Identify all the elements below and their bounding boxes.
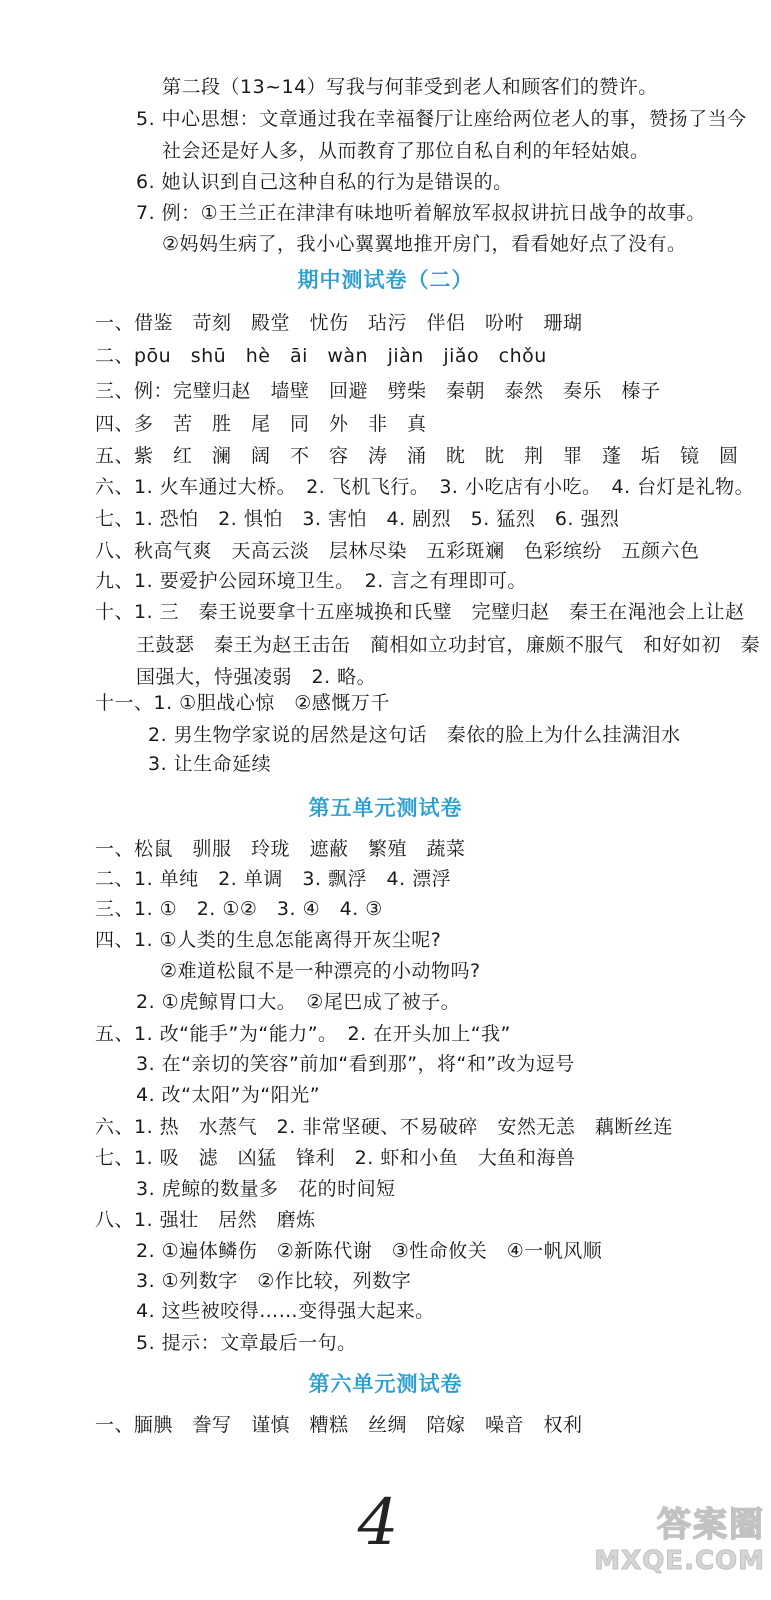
section-heading: 第六单元测试卷 [308,1372,463,1396]
answer-line: 一、松鼠 驯服 玲珑 遮蔽 繁殖 蔬菜 [95,838,466,860]
answer-line: 3. 在“亲切的笑容”前加“看到那”，将“和”改为逗号 [136,1053,575,1075]
answer-line: ②妈妈生病了，我小心翼翼地推开房门，看看她好点了没有。 [162,233,687,255]
answer-line: 三、1. ① 2. ①② 3. ④ 4. ③ [95,898,383,920]
answer-line: 5. 提示：文章最后一句。 [136,1332,357,1354]
page-number: 4 [357,1486,399,1560]
answer-line: 六、1. 热 水蒸气 2. 非常坚硬、不易破碎 安然无恙 藕断丝连 [95,1116,673,1138]
answer-line: 五、紫 红 澜 阔 不 容 涛 涌 眈 眈 荆 罪 蓬 垢 镜 圆 [95,445,739,467]
watermark-text: 答案圈 [657,1505,765,1545]
answer-line: 3. 让生命延续 [148,753,272,775]
answer-line: 八、秋高气爽 天高云淡 层林尽染 五彩斑斓 色彩缤纷 五颜六色 [95,540,700,562]
answer-line: 八、1. 强壮 居然 磨炼 [95,1209,316,1231]
answer-line: 5. 中心思想：文章通过我在幸福餐厅让座给两位老人的事，赞扬了当今 [136,108,747,130]
answer-line: 4. 改“太阳”为“阳光” [136,1084,321,1106]
answer-line: 四、多 苦 胜 尾 同 外 非 真 [95,413,427,435]
watermark-logo [580,1505,765,1595]
answer-line: 二、pōu shū hè āi wàn jiàn jiǎo chǒu [95,345,547,367]
answer-line: 3. ①列数字 ②作比较，列数字 [136,1270,412,1292]
answer-line: 五、1. 改“能手”为“能力”。 2. 在开头加上“我” [95,1023,511,1045]
answer-line: 王鼓瑟 秦王为赵王击缶 蔺相如立功封官，廉颇不服气 和好如初 秦 [136,634,761,656]
answer-line: 七、1. 恐怕 2. 惧怕 3. 害怕 4. 剧烈 5. 猛烈 6. 强烈 [95,508,620,530]
answer-line: 3. 虎鲸的数量多 花的时间短 [136,1178,396,1200]
answer-line: 七、1. 吸 滤 凶猛 锋利 2. 虾和小鱼 大鱼和海兽 [95,1147,576,1169]
answer-line: 4. 这些被咬得……变得强大起来。 [136,1300,435,1322]
answer-line: 2. ①遍体鳞伤 ②新陈代谢 ③性命攸关 ④一帆风顺 [136,1240,603,1262]
answer-line: 一、腼腆 誊写 谨慎 糟糕 丝绸 陪嫁 噪音 权利 [95,1414,583,1436]
answer-line: 7. 例：①王兰正在津津有味地听着解放军叔叔讲抗日战争的故事。 [136,202,706,224]
section-heading: 期中测试卷（二） [297,268,474,292]
answer-line: 二、1. 单纯 2. 单调 3. 飘浮 4. 漂浮 [95,868,452,890]
answer-line: 十一、1. ①胆战心惊 ②感慨万千 [95,692,390,714]
answer-line: 国强大，恃强凌弱 2. 略。 [136,666,377,688]
answer-line: 6. 她认识到自己这种自私的行为是错误的。 [136,171,513,193]
answer-line: 社会还是好人多，从而教育了那位自私自利的年轻姑娘。 [162,140,650,162]
answer-line: 六、1. 火车通过大桥。 2. 飞机飞行。 3. 小吃店有小吃。 4. 台灯是礼物。 [95,476,755,498]
answer-line: 四、1. ①人类的生息怎能离得开灰尘呢? [95,929,442,951]
answer-line: 十、1. 三 秦王说要拿十五座城换和氏璧 完璧归赵 秦王在渑池会上让赵 [95,601,745,623]
answer-line: 2. 男生物学家说的居然是这句话 秦依的脸上为什么挂满泪水 [148,724,681,746]
answer-line: 九、1. 要爱护公园环境卫生。 2. 言之有理即可。 [95,570,527,592]
answer-line: 一、借鉴 苛刻 殿堂 忧伤 玷污 伴侣 吩咐 珊瑚 [95,312,583,334]
section-heading: 第五单元测试卷 [308,796,463,820]
watermark-url: MXQE.COM [594,1546,765,1576]
answer-line: 2. ①虎鲸胃口大。 ②尾巴成了被子。 [136,991,461,1013]
answer-line: 第二段（13~14）写我与何菲受到老人和顾客们的赞许。 [162,76,658,98]
answer-line: 三、例：完璧归赵 墙壁 回避 劈柴 秦朝 泰然 奏乐 榛子 [95,380,661,402]
answer-line: ②难道松鼠不是一种漂亮的小动物吗? [160,960,481,982]
